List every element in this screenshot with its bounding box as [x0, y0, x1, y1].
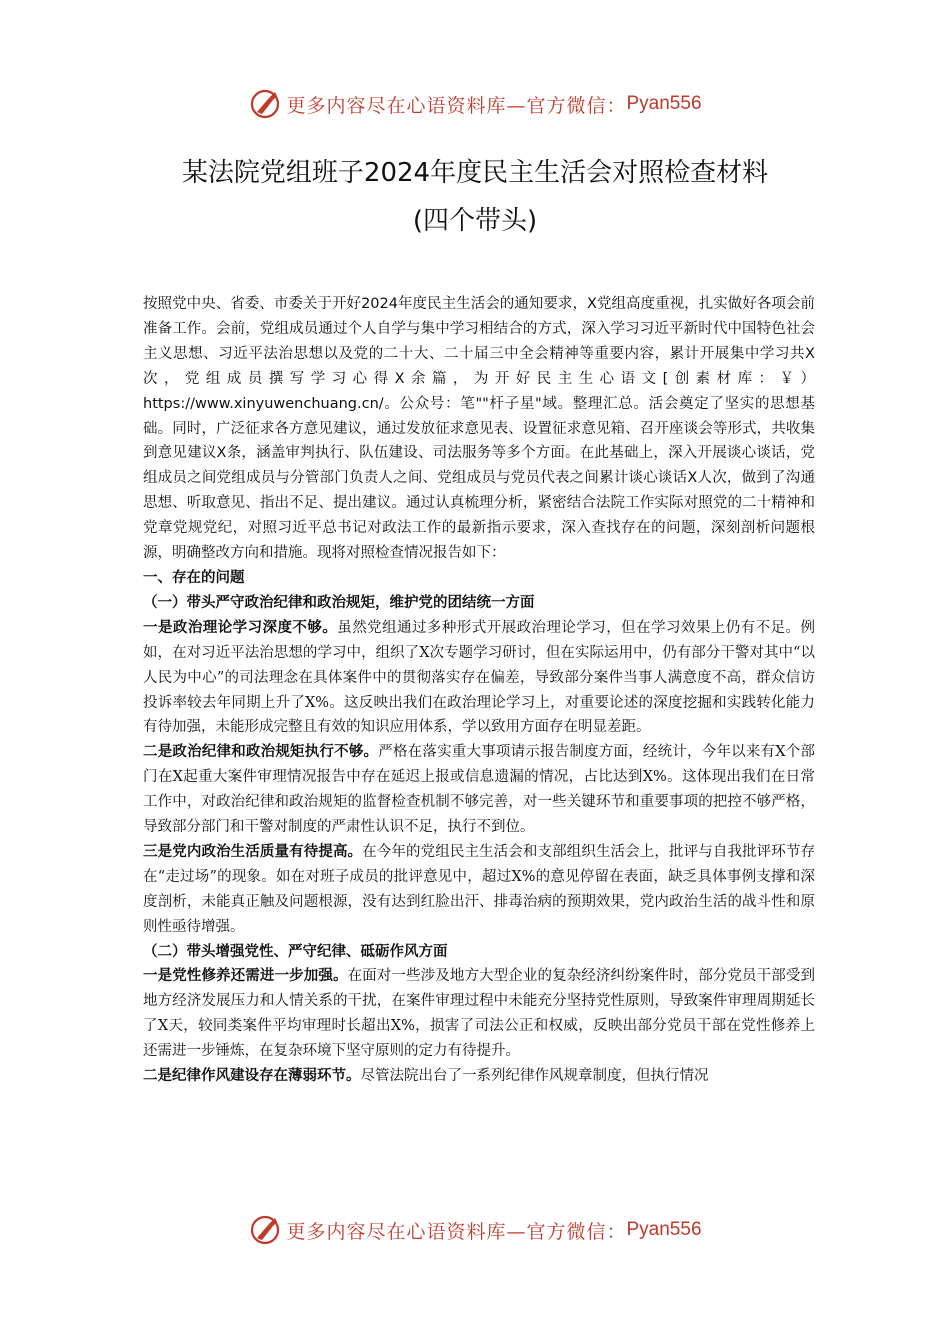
- paragraph: [143, 1064, 815, 1089]
- paragraph: [143, 740, 815, 840]
- intro-paragraph: 按照党中央、省委、市委关于开好2024年度民主生活会的通知要求，X党组高度重视，扎实做好各项会前准备工作。会前，党组成员通过个人自学与集中学习相结合的方式，深入学习习近平新时代中国特色社会主义思想、习近平法治思想以及党的二十大、二十届三中全会精神等重要内容，累计开展集中学习共X次，党组成员撰写学习心得X余篇，为开好民主生心语文[创素材库：￥）https://www.xinyuwenchuang.cn/。公众号：笔""杆子星"域。整理汇总。活会奠定了坚实的思想基础。同时，广泛征求各方意见建议，通过发放征求意见表、设置征求意见箱、召开座谈会等形式，共收集到意见建议X条，涵盖审判执行、队伍建设、司法服务等多个方面。在此基础上，深入开展谈心谈话，党组成员之间党组成员与分管部门负责人之间、党组成员与党员代表之间累计谈心谈话X人次，做到了沟通思想、听取意见、指出不足、提出建议。通过认真梳理分析，紧密结合法院工作实际对照党的二十精神和党章党规党纪，对照习近平总书记对政法工作的最新指示要求，深入查找存在的问题，深刻剖析问题根源，明确整改方向和措施。现将对照检查情况报告如下：: [143, 296, 815, 562]
- subsection-heading: （二）带头增强党性、严守纪律、砥砺作风方面: [143, 943, 448, 960]
- paragraph-lead: 二是政治纪律和政治规矩执行不够。: [143, 744, 379, 761]
- paragraph-text: 在面对一些涉及地方大型企业的复杂经济纠纷案件时，部分党员干部受到地方经济发展压力和人情关系的干扰，在案件审理过程中未能充分坚持党性原则，导致案件审理周期延长了X天，较同类案件平均审理时长超出X%，损害了司法公正和权威，反映出部分党员干部在党性修养上还需进一步锤炼，在复杂环境下坚守原则的定力有待提升。: [143, 968, 816, 1060]
- paragraph-lead: 三是党内政治生活质量有待提高。: [143, 843, 363, 860]
- paragraph: [143, 964, 815, 1064]
- subsection-heading: （一）带头严守政治纪律和政治规矩，维护党的团结统一方面: [143, 594, 535, 611]
- watermark-text: 更多内容尽在心语资料库—官方微信：: [286, 94, 627, 117]
- watermark-banner-top: [0, 86, 950, 122]
- paragraph-text: 虽然党组通过多种形式开展政治理论学习，但在学习效果上仍有不足。例如，在对习近平法治思想的学习中，组织了X次专题学习研讨，但在实际运用中，仍有部分干警对其中“以人民为中心”的司法理念在具体案件中的贯彻落实存在偏差，导致部分案件当事人满意度不高，群众信访投诉率较去年同期上升了X%。这反映出我们在政治理论学习上，对重要论述的深度挖掘和实践转化能力有待加强，未能形成完整且有效的知识应用体系，学以致用方面存在明显差距。: [143, 619, 816, 736]
- watermark-brand: Pyan556: [626, 1219, 702, 1240]
- paragraph-text: 尽管法院出台了一系列纪律作风规章制度，但执行情况: [360, 1068, 709, 1085]
- paragraph-text: 严格在落实重大事项请示报告制度方面，经统计，今年以来有X个部门在X起重大案件审理情况报告中存在延迟上报或信息遗漏的情况，占比达到X%。这体现出我们在日常工作中，对政治纪律和政治规矩的监督检查机制不够完善，对一些关键环节和重要事项的把控不够严格，导致部分部门和干警对制度的严肃性认识不足，执行不到位。: [143, 744, 815, 836]
- paragraph-lead: 一是政治理论学习深度不够。: [143, 619, 338, 636]
- watermark-text: 更多内容尽在心语资料库—官方微信：: [286, 1220, 627, 1243]
- pen-nib-icon: [248, 1213, 282, 1247]
- document-title: 某法院党组班子2024年度民主生活会对照检查材料: [181, 158, 769, 188]
- watermark-brand: Pyan556: [626, 93, 702, 114]
- paragraph-text: 在今年的党组民主生活会和支部组织生活会上，批评与自我批评环节存在“走过场”的现象。如在对班子成员的批评意见中，超过X%的意见停留在表面，缺乏具体事例支撑和深度剖析，未能真正触及问题根源，没有达到红脸出汗、排毒治病的预期效果，党内政治生活的战斗性和原则性亟待增强。: [143, 843, 816, 935]
- section-heading: 一、存在的问题: [143, 569, 245, 586]
- document-subtitle: (四个带头): [412, 206, 538, 236]
- paragraph: [143, 616, 815, 741]
- paragraph-lead: 一是党性修养还需进一步加强。: [143, 968, 348, 985]
- document-body: [143, 292, 815, 1089]
- pen-nib-icon: [248, 87, 282, 121]
- watermark-banner-bottom: [0, 1212, 950, 1248]
- paragraph: [143, 840, 815, 940]
- paragraph-lead: 二是纪律作风建设存在薄弱环节。: [143, 1068, 361, 1085]
